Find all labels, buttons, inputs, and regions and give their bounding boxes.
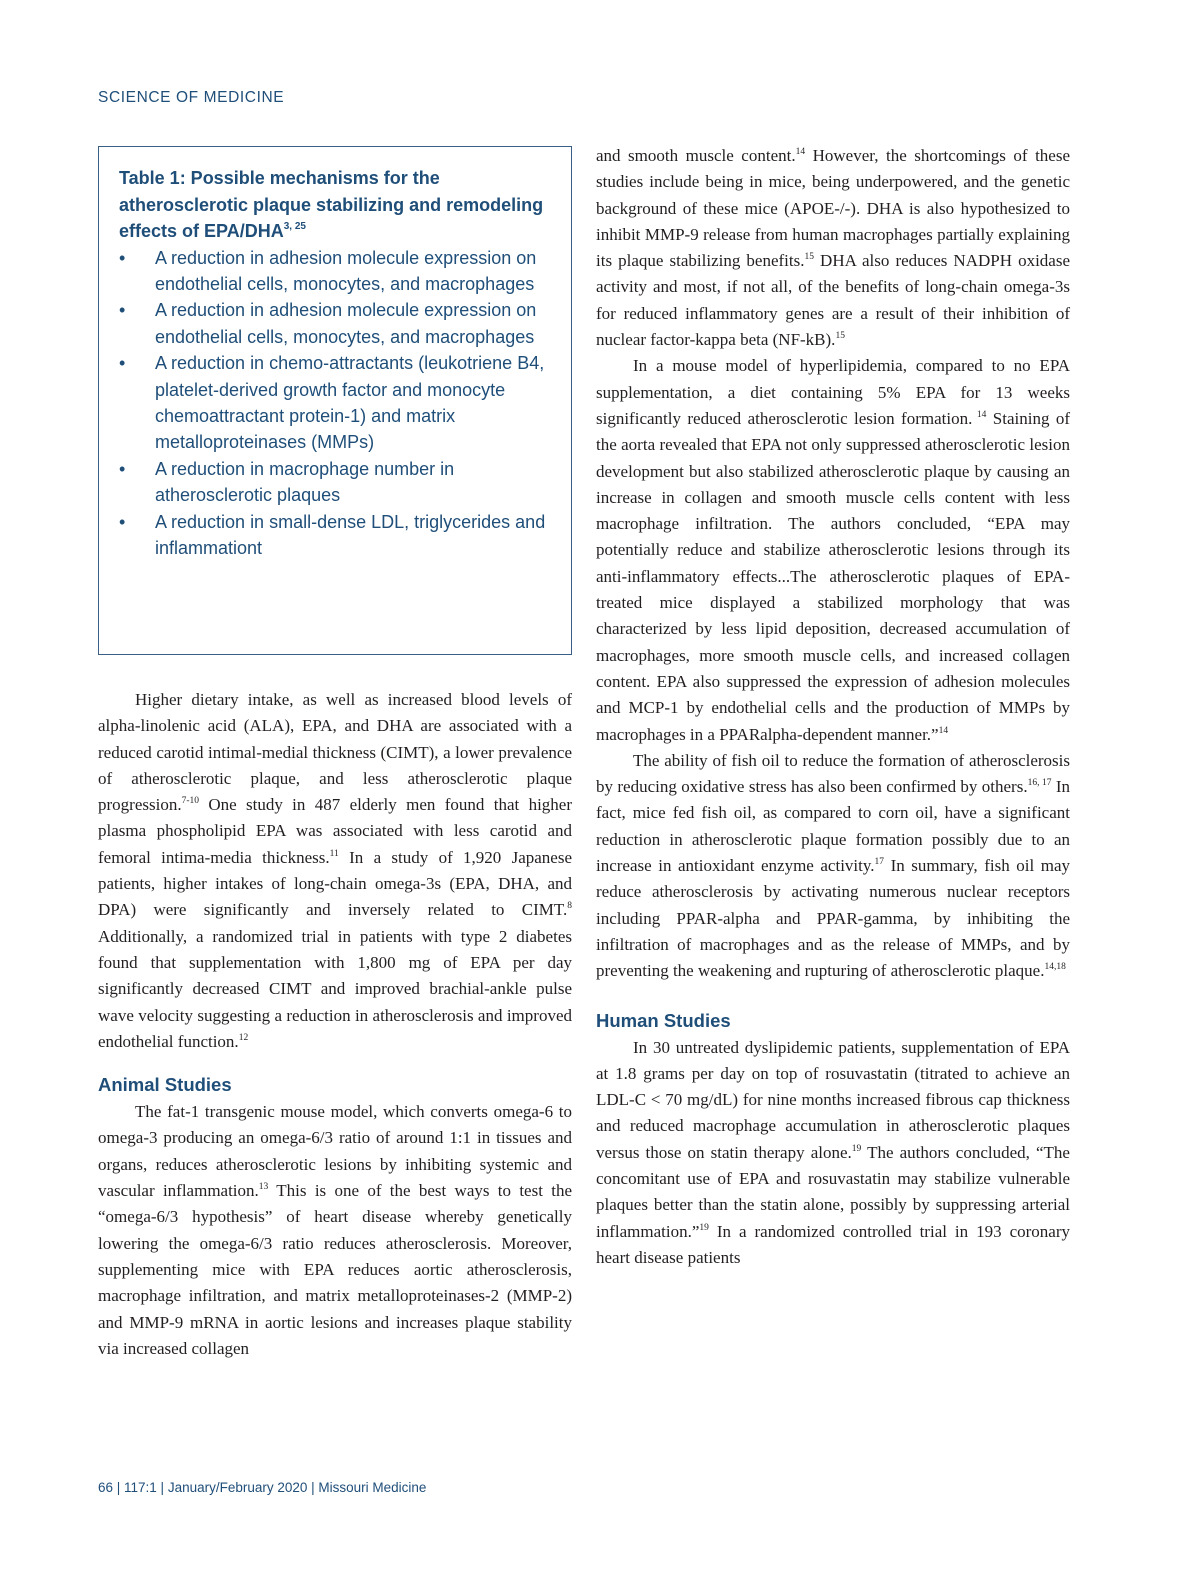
citation-ref: 14	[938, 725, 949, 736]
paragraph-intake	[98, 687, 572, 1055]
table-title-text: Table 1: Possible mechanisms for the atherosclerotic plaque stabilizing and remodeling effects of EPA/DHA	[119, 168, 544, 241]
citation-ref: 14	[972, 409, 987, 420]
text-run: The authors concluded, “The concomitant use of EPA and rosuvastatin may stabilize vulnerable plaques better than the statin alone, possibly by suppressing arterial inflammation.”	[596, 1142, 1070, 1241]
text-run: This is one of the best ways to test the “omega-6/3 hypothesis” of heart disease whereby genetically lowering the omega-6/3 ratio reduces atherosclerosis. Moreover, supplementing mice with EPA reduces aortic atherosclerosis, macrophage infiltration, and matrix metalloproteinases-2 (MMP-2) and MMP-9 mRNA in aortic lesions and increases plaque stability via increased collagen	[98, 1181, 573, 1358]
text-run: However, the shortcomings of these studies include being in mice, being underpowered, and the genetic background of these mice (APOE-/-). DHA is also hypothesized to inhibit MMP-9 release from human macrophages partially explaining its plaque stabilizing benefits.	[596, 146, 1070, 271]
paragraph-continued	[596, 143, 1070, 353]
table-bullet-item: • A reduction in small-dense LDL, triglycerides and inflammationt	[119, 509, 553, 562]
section-label: SCIENCE OF MEDICINE	[98, 89, 285, 106]
heading-human-studies: Human Studies	[596, 1009, 731, 1031]
table-bullet-list	[119, 245, 553, 562]
table-bullet-item: • A reduction in chemo-attractants (leukotriene B4, platelet-derived growth factor and monocyte chemoattractant protein-1) and matrix metalloproteinases (MMPs)	[119, 350, 553, 456]
table-1-box	[98, 146, 572, 655]
text-run: In a randomized controlled trial in 193 coronary heart disease patients	[596, 1221, 1070, 1267]
citation-ref: 16, 17	[1027, 778, 1052, 789]
text-run: One study in 487 elderly men found that higher plasma phospholipid EPA was associated with less carotid and femoral intima-media thickness.	[98, 795, 572, 867]
text-run: and smooth muscle content.	[596, 146, 796, 165]
right-column	[596, 143, 1070, 1271]
text-run: In summary, fish oil may reduce atherosclerosis by activating numerous nuclear receptors including PPAR-alpha and PPAR-gamma, by inhibiting the infiltration of macrophages and as the release of MMPs, and by preventing the weakening and rupturing of atherosclerotic plaque.	[596, 856, 1070, 981]
table-bullet-item: • A reduction in adhesion molecule expression on endothelial cells, monocytes, and macrophages	[119, 297, 553, 350]
citation-ref: 13	[258, 1182, 269, 1193]
text-run: DHA also reduces NADPH oxidase activity and most, if not all, of the benefits of long-chain omega-3s for reduced inflammatory genes are a result of their inhibition of nuclear factor-kappa beta (NF-kB).	[596, 251, 1070, 350]
citation-ref: 11	[329, 848, 339, 859]
text-run: In fact, mice fed fish oil, as compared to corn oil, have a significant reduction in atherosclerotic plaque formation possibly due to an increase in antioxidant enzyme activity.	[596, 777, 1070, 876]
table-title-ref: 3, 25	[283, 221, 306, 232]
paragraph-hyperlipidemia	[596, 353, 1070, 747]
left-column	[98, 146, 572, 1362]
citation-ref: 15	[804, 252, 814, 263]
text-run: Higher dietary intake, as well as increased blood levels of alpha-linolenic acid (ALA), EPA, and DHA are associated with a reduced carotid intimal-medial thickness (CIMT), a lower prevalence of atherosclerotic plaque, and less atherosclerotic plaque progression.	[98, 690, 572, 815]
text-run: In a study of 1,920 Japanese patients, higher intakes of long-chain omega-3s (EPA, DHA, and DPA) were significantly and inversely related to CIMT.	[98, 847, 573, 920]
paragraph-dyslipidemic	[596, 1035, 1070, 1272]
text-run: The ability of fish oil to reduce the formation of atherosclerosis by reducing oxidative stress has also been confirmed by others.	[596, 750, 1070, 797]
citation-ref: 15	[835, 331, 845, 342]
citation-ref: 12	[238, 1032, 249, 1043]
page-footer: 66 | 117:1 | January/February 2020 | Missouri Medicine	[98, 1480, 427, 1495]
citation-ref: 19	[699, 1222, 709, 1233]
text-run: Additionally, a randomized trial in patients with type 2 diabetes found that supplementation with 1,800 mg of EPA per day significantly decreased CIMT and improved brachial-ankle pulse wave velocity suggesting a reduction in atherosclerosis and improved endothelial function.	[98, 926, 572, 1051]
citation-ref: 8	[567, 901, 572, 912]
table-bullet-item: • A reduction in macrophage number in atherosclerotic plaques	[119, 456, 553, 509]
text-run: In 30 untreated dyslipidemic patients, supplementation of EPA at 1.8 grams per day on top of rosuvastatin (titrated to achieve an LDL-C < 70 mg/dL) for nine months increased fibrous cap thickness and reduced macrophage accumulation in atherosclerotic plaques versus those on statin therapy alone.	[596, 1037, 1070, 1162]
paragraph-fat1	[98, 1099, 572, 1362]
table-title	[119, 165, 553, 245]
citation-ref: 17	[874, 857, 885, 868]
citation-ref: 19	[851, 1143, 862, 1154]
text-run: Staining of the aorta revealed that EPA not only suppressed atherosclerotic lesion development but also stabilized atherosclerotic plaque by causing an increase in collagen and smooth muscle cells content with less macrophage infiltration. The authors concluded, “EPA may potentially reduce and stabilize atherosclerotic lesions through its anti-inflammatory effects...The atherosclerotic plaques of EPA-treated mice displayed a stabilized morphology that was characterized by less lipid deposition, decreased accumulation of macrophages, more smooth muscle cells, and increased collagen content. EPA also suppressed the expression of adhesion molecules and MCP-1 by endothelial cells and the production of MMPs by macrophages in a PPARalpha-dependent manner.”	[596, 408, 1071, 744]
citation-ref: 14,18	[1044, 962, 1066, 973]
citation-ref: 14	[795, 147, 806, 157]
text-run: The fat-1 transgenic mouse model, which converts omega-6 to omega-3 producing an omega-6/3 ratio of around 1:1 in tissues and organs, reduces atherosclerotic lesions by inhibiting systemic and vascular inflammation.	[98, 1102, 572, 1201]
text-run: In a mouse model of hyperlipidemia, compared to no EPA supplementation, a diet containing 5% EPA for 13 weeks significantly reduced atherosclerotic lesion formation.	[596, 356, 1070, 428]
table-bullet-item: • A reduction in adhesion molecule expression on endothelial cells, monocytes, and macrophages	[119, 245, 553, 298]
citation-ref: 7-10	[181, 796, 199, 807]
heading-animal-studies: Animal Studies	[98, 1074, 232, 1096]
paragraph-fish-oil	[596, 748, 1070, 985]
